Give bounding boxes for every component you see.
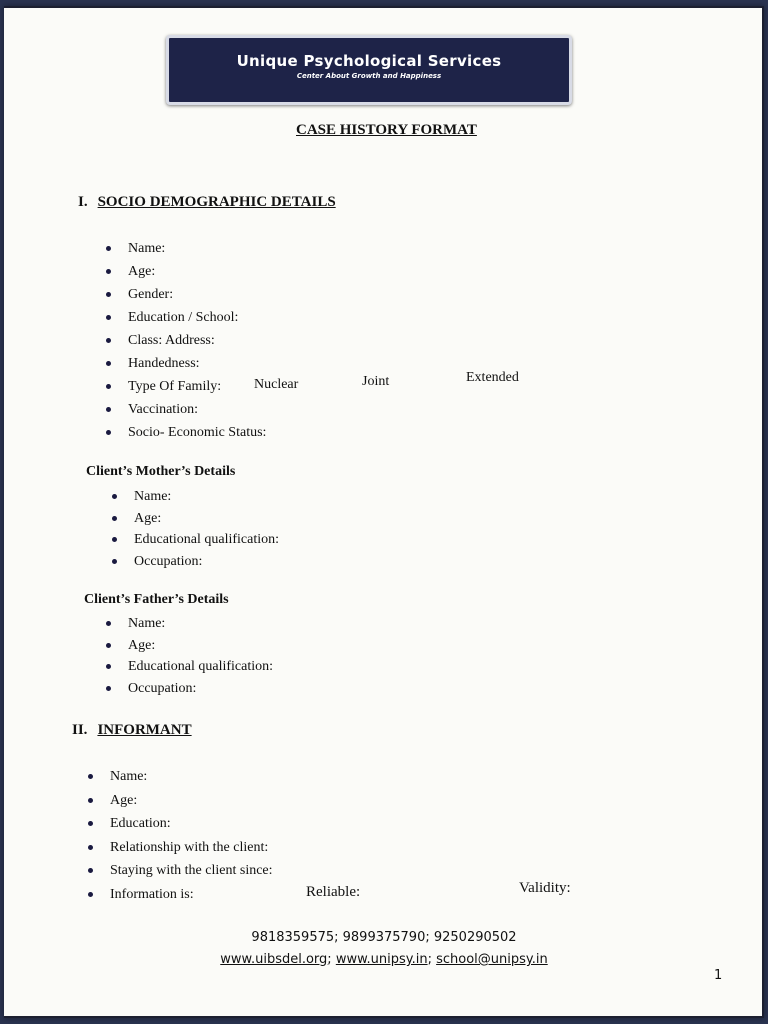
list-item: Education: bbox=[88, 815, 273, 839]
list-item: Occupation: bbox=[106, 680, 273, 702]
mother-details-list bbox=[112, 488, 279, 574]
info-option-reliable: Reliable: bbox=[306, 884, 361, 900]
website-link-uibsdel[interactable]: www.uibsdel.org bbox=[220, 952, 328, 967]
list-item: Relationship with the client: bbox=[88, 839, 273, 863]
list-item: Age: bbox=[112, 510, 279, 532]
list-item: Education / School: bbox=[106, 309, 266, 332]
family-option-extended: Extended bbox=[466, 370, 519, 385]
socio-demographic-list bbox=[106, 240, 266, 447]
section-2-heading bbox=[72, 722, 192, 739]
family-option-joint: Joint bbox=[362, 374, 390, 389]
father-details-heading: Client’s Father’s Details bbox=[84, 592, 229, 607]
document-page bbox=[4, 6, 764, 1018]
list-item: Staying with the client since: bbox=[88, 862, 273, 886]
logo-title: Unique Psychological Services bbox=[236, 52, 502, 70]
document-title: CASE HISTORY FORMAT bbox=[296, 122, 477, 138]
mother-details-heading: Client’s Mother’s Details bbox=[86, 464, 236, 479]
list-item: Occupation: bbox=[112, 553, 279, 575]
section-1-heading bbox=[78, 194, 336, 211]
list-item: Name: bbox=[106, 240, 266, 263]
section-1-title: SOCIO DEMOGRAPHIC DETAILS bbox=[97, 194, 336, 210]
informant-list bbox=[88, 768, 273, 909]
list-item: Name: bbox=[112, 488, 279, 510]
list-item: Vaccination: bbox=[106, 401, 266, 424]
list-item: Type Of Family: bbox=[106, 378, 266, 401]
list-item: Age: bbox=[106, 637, 273, 659]
list-item: Educational qualification: bbox=[106, 658, 273, 680]
section-1-number: I. bbox=[78, 194, 88, 210]
section-2-title: INFORMANT bbox=[97, 722, 192, 738]
logo-tagline: Center About Growth and Happiness bbox=[296, 72, 442, 80]
footer-phone-numbers: 9818359575; 9899375790; 9250290502 bbox=[251, 930, 517, 945]
father-details-list bbox=[106, 615, 273, 701]
list-item: Age: bbox=[106, 263, 266, 286]
list-item: Class: Address: bbox=[106, 332, 266, 355]
footer-links: www.uibsdel.org; www.unipsy.in; school@unipsy.in bbox=[220, 952, 548, 967]
family-option-nuclear: Nuclear bbox=[254, 377, 299, 392]
info-option-validity: Validity: bbox=[519, 880, 571, 896]
logo-banner bbox=[166, 35, 572, 105]
page-number: 1 bbox=[714, 968, 723, 983]
list-item: Information is: bbox=[88, 886, 273, 910]
section-2-number: II. bbox=[72, 722, 88, 738]
list-item: Age: bbox=[88, 792, 273, 816]
list-item: Socio- Economic Status: bbox=[106, 424, 266, 447]
list-item: Educational qualification: bbox=[112, 531, 279, 553]
list-item: Name: bbox=[106, 615, 273, 637]
list-item: Name: bbox=[88, 768, 273, 792]
list-item: Handedness: bbox=[106, 355, 266, 378]
list-item: Gender: bbox=[106, 286, 266, 309]
website-link-unipsy[interactable]: www.unipsy.in bbox=[335, 952, 428, 967]
email-link[interactable]: school@unipsy.in bbox=[436, 952, 548, 967]
